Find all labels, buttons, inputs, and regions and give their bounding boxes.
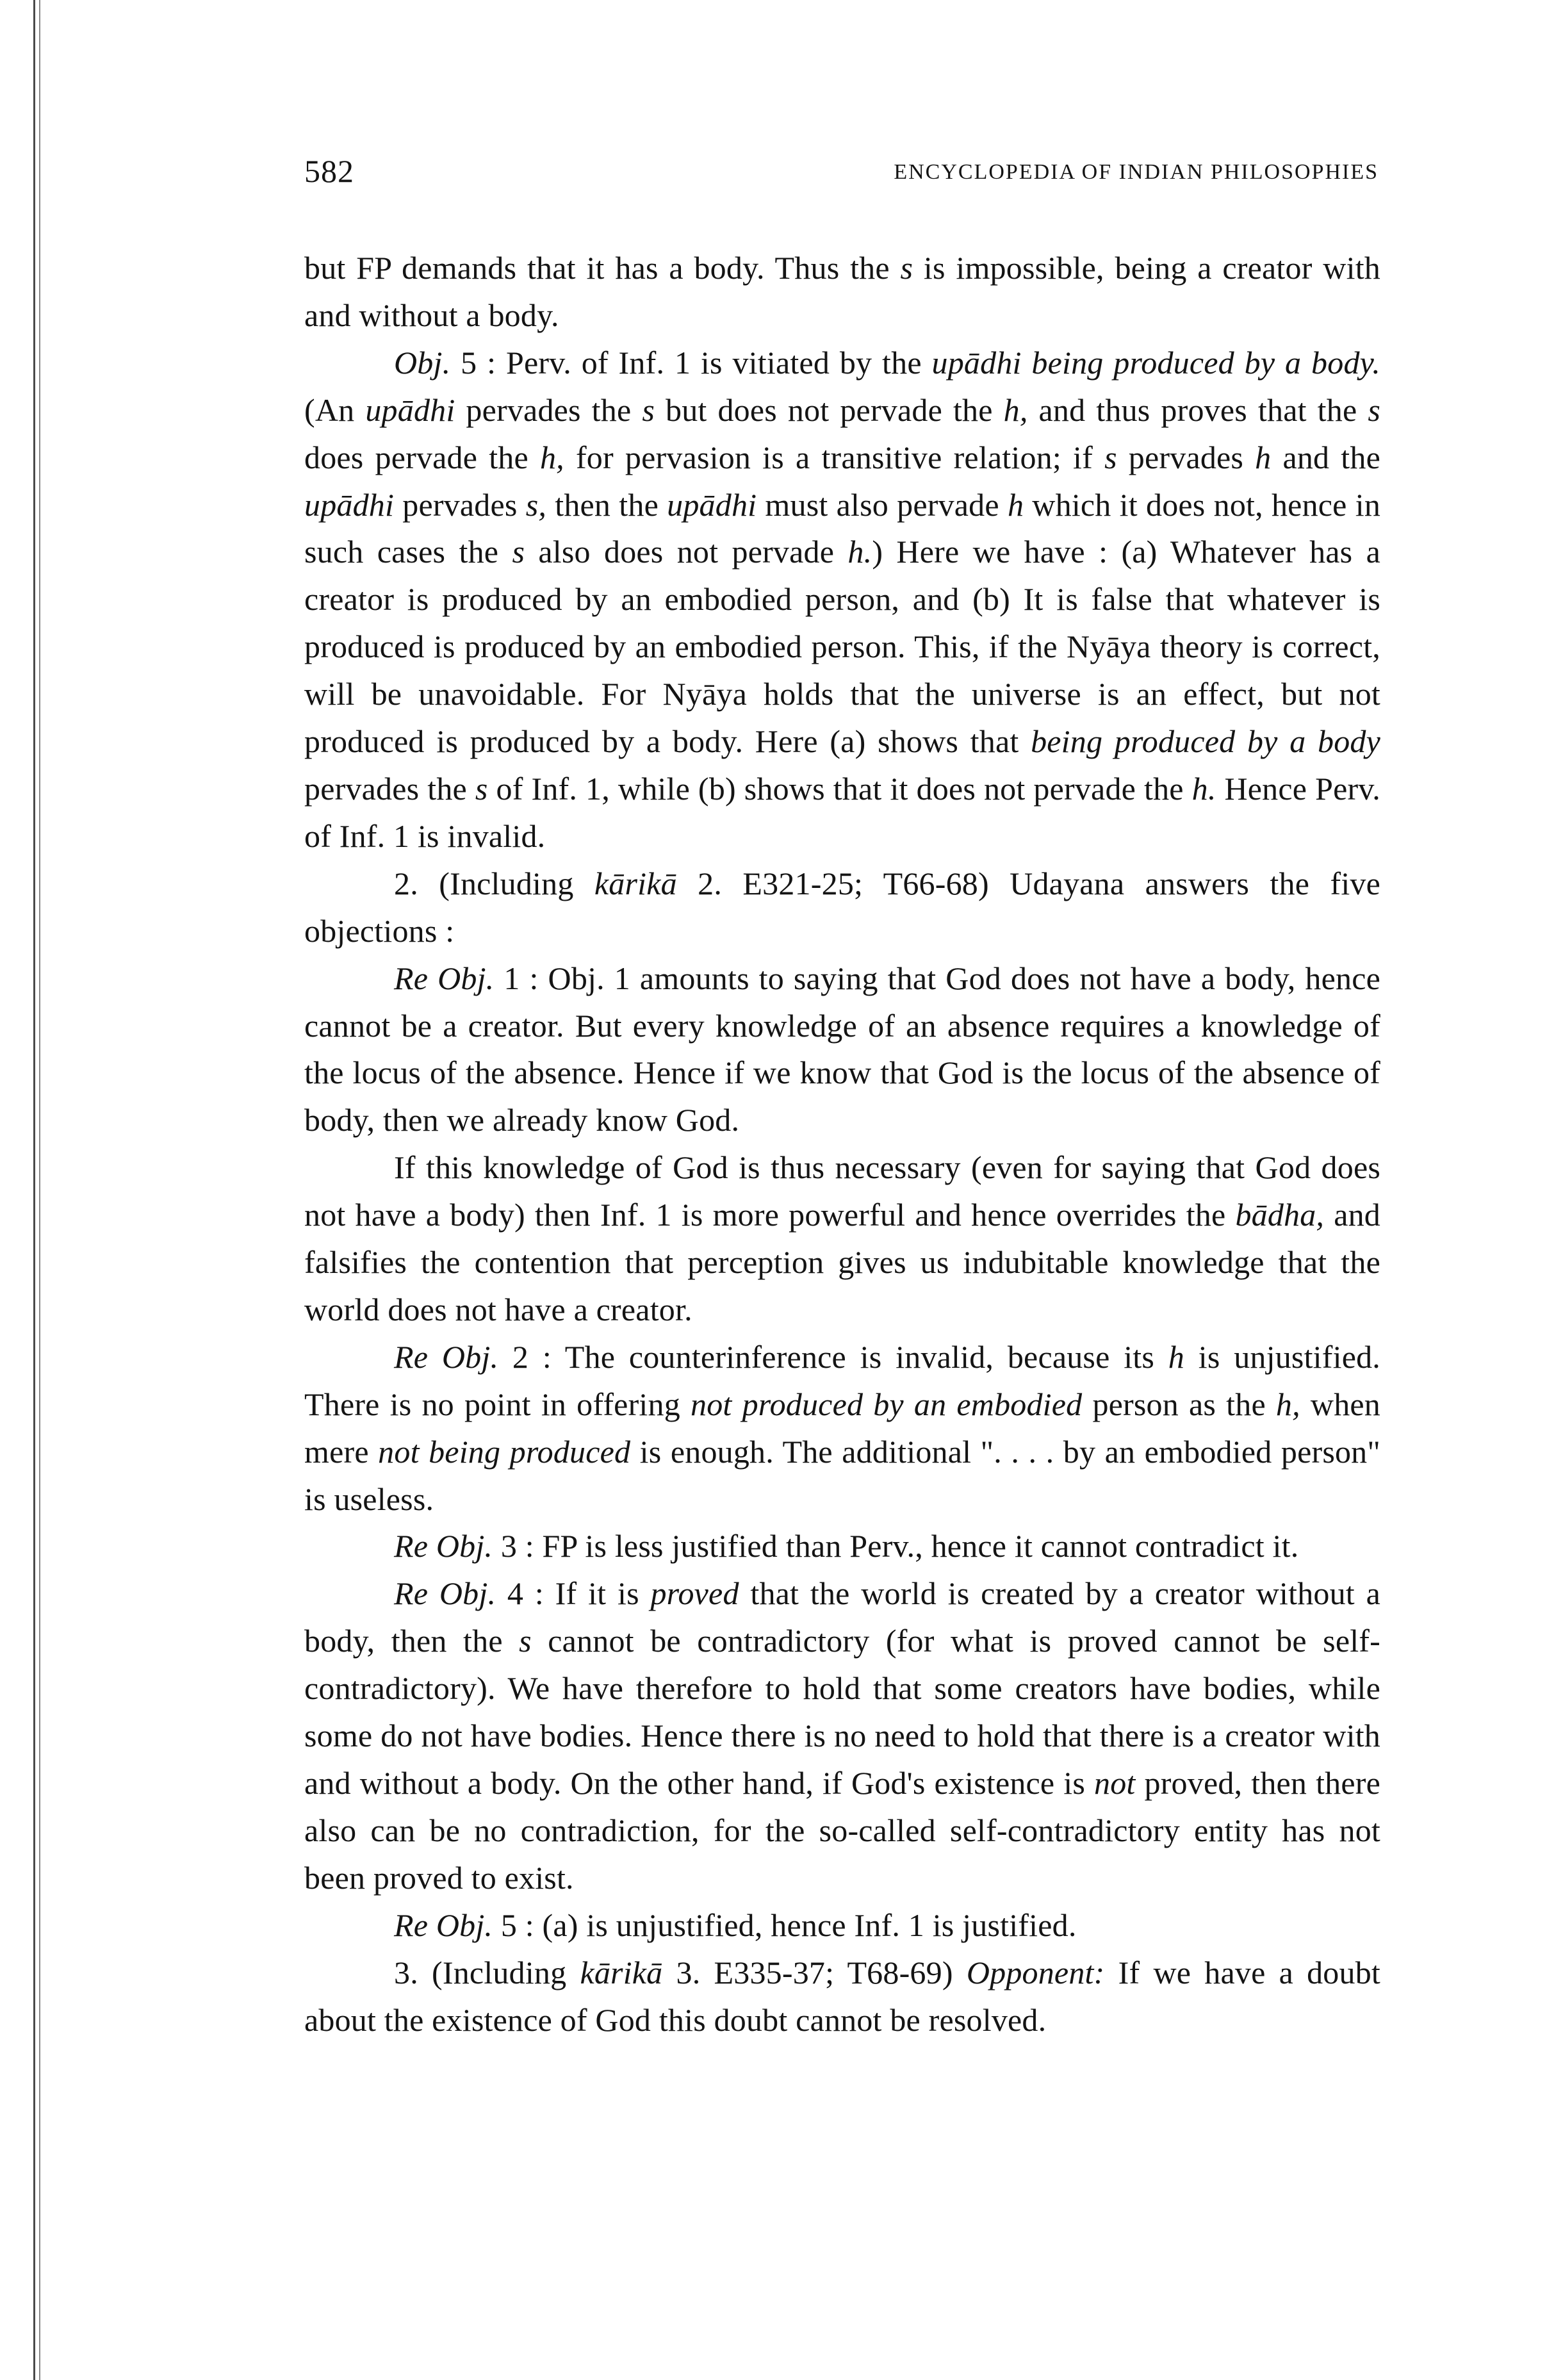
text-run: pervades xyxy=(1117,439,1256,475)
text-run: (An xyxy=(304,391,366,428)
text-run: 2. E321-25; T66-68) Udayana answers the five objections : xyxy=(304,865,1380,949)
paragraph xyxy=(304,955,1380,1145)
page-number: 582 xyxy=(304,153,354,189)
italic-term: not produced by an embodied xyxy=(691,1386,1083,1422)
body-text xyxy=(304,245,1380,2044)
paragraph xyxy=(304,860,1380,955)
italic-term: s xyxy=(900,250,913,286)
italic-term: h. xyxy=(847,534,872,570)
text-run: 4 : If it is xyxy=(496,1575,651,1612)
running-header-title: ENCYCLOPEDIA OF INDIAN PHILOSOPHIES xyxy=(894,160,1379,184)
text-run: is impossible, being a creator with and without a body. xyxy=(304,250,1380,333)
italic-term: s xyxy=(1368,391,1380,428)
text-run: 3 : FP is less justified than Perv., hence it cannot contradict it. xyxy=(493,1528,1299,1564)
paragraph xyxy=(304,1523,1380,1570)
italic-term: h. xyxy=(1191,770,1216,807)
text-run: 3. E335-37; T68-69) xyxy=(662,1954,967,1990)
italic-term: not xyxy=(1094,1765,1136,1801)
binding-edge-line xyxy=(33,0,35,2380)
text-run: If we have a doubt about the existence of God this doubt cannot be resolved. xyxy=(304,1954,1380,2038)
italic-term: h xyxy=(1168,1338,1184,1375)
paragraph xyxy=(304,1570,1380,1901)
text-run: cannot be contradictory (for what is proved cannot be self-contradictory). We have therefore to hold that some creators have bodies, while some do not have bodies. Hence there is no need to hold that there is a creator with and without a body. On the other hand, if God's existence is xyxy=(304,1623,1381,1801)
italic-term: Re Obj. xyxy=(394,1338,499,1375)
paragraph xyxy=(304,245,1380,340)
italic-term: kārikā xyxy=(594,865,677,901)
italic-term: h, xyxy=(1003,391,1028,428)
italic-term: Re Obj. xyxy=(394,960,495,996)
text-run: person as the xyxy=(1082,1386,1276,1422)
italic-term: Obj. xyxy=(394,344,451,381)
italic-term: h xyxy=(1255,439,1272,475)
text-run: 1 : Obj. 1 amounts to saying that God does not have a body, hence cannot be a creator. But every knowledge of an absence requires a knowledge of the locus of the absence. Hence if we know that God is the locus of the absence of body, then we already know God. xyxy=(304,960,1381,1138)
italic-term: h, xyxy=(1275,1386,1300,1422)
text-run: of Inf. 1, while (b) shows that it does not pervade the xyxy=(487,770,1192,807)
text-run: but FP demands that it has a body. Thus the xyxy=(304,250,901,286)
italic-term: upādhi xyxy=(304,486,395,523)
text-run: is enough. The additional ". . . . by an embodied person" is useless. xyxy=(304,1433,1380,1517)
paragraph xyxy=(304,1902,1380,1949)
italic-term: bādha, xyxy=(1235,1197,1325,1233)
text-run: proved, then there also can be no contradiction, for the so-called self-contradictory entity has not been proved to exist. xyxy=(304,1765,1381,1896)
text-run: and thus proves that the xyxy=(1027,391,1368,428)
italic-term: s xyxy=(475,770,488,807)
text-run: is unjustified. There is no point in offering xyxy=(304,1338,1380,1422)
text-run: and falsifies the contention that perception gives us indubitable knowledge that the world does not have a creator. xyxy=(304,1197,1380,1327)
text-run: for pervasion is a transitive relation; if xyxy=(564,439,1105,475)
italic-term: upādhi xyxy=(365,391,455,428)
text-run: Hence Perv. of Inf. 1 is invalid. xyxy=(304,770,1381,854)
italic-term: s, xyxy=(525,486,547,523)
text-run: ) Here we have : (a) Whatever has a creator is produced by an embodied person, and (b) It is false that whatever is produced is produced by an embodied person. This, if the Nyāya theory is correct, will be unavoidable. For Nyāya holds that the universe is an effect, but not produced is produced by a body. Here (a) shows that xyxy=(304,534,1380,760)
italic-term: proved xyxy=(650,1575,739,1612)
text-run: which it does not, hence in such cases the xyxy=(304,486,1381,570)
text-run: 2 : The counterinference is invalid, because its xyxy=(498,1338,1168,1375)
italic-term: Opponent: xyxy=(966,1954,1105,1990)
text-run: but does not pervade the xyxy=(655,391,1004,428)
italic-term: s xyxy=(512,534,525,570)
text-run: pervades the xyxy=(304,770,475,807)
text-run: when mere xyxy=(304,1386,1381,1470)
text-run: does pervade the xyxy=(304,439,540,475)
italic-term: s xyxy=(642,391,655,428)
text-run: 3. (Including xyxy=(394,1954,580,1990)
italic-term: Re Obj. xyxy=(394,1907,493,1943)
italic-term: kārikā xyxy=(580,1954,663,1990)
italic-term: Re Obj. xyxy=(394,1575,496,1612)
text-run: pervades the xyxy=(455,391,642,428)
italic-term: s xyxy=(1104,439,1117,475)
text-run: must also pervade xyxy=(757,486,1008,523)
text-run: then the xyxy=(546,486,667,523)
text-run: and the xyxy=(1271,439,1380,475)
text-run: 5 : Perv. of Inf. 1 is vitiated by the xyxy=(450,344,932,381)
paragraph xyxy=(304,340,1380,860)
text-run: that the world is created by a creator without a body, then the xyxy=(304,1575,1380,1659)
italic-term: upādhi being produced by a body. xyxy=(931,344,1380,381)
italic-term: Re Obj. xyxy=(394,1528,493,1564)
text-run: If this knowledge of God is thus necessary (even for saying that God does not have a body) then Inf. 1 is more powerful and hence overrides the xyxy=(304,1149,1380,1233)
italic-term: h xyxy=(1007,486,1024,523)
italic-term: being produced by a body xyxy=(1031,723,1380,760)
italic-term: s xyxy=(519,1623,532,1659)
italic-term: h, xyxy=(539,439,564,475)
italic-term: not being produced xyxy=(378,1433,631,1470)
text-run: 2. (Including xyxy=(394,865,594,901)
binding-edge-line-inner xyxy=(39,0,40,2380)
paragraph xyxy=(304,1334,1380,1523)
text-run: also does not pervade xyxy=(525,534,848,570)
text-run: 5 : (a) is unjustified, hence Inf. 1 is justified. xyxy=(493,1907,1077,1943)
paragraph xyxy=(304,1949,1380,2044)
text-run: pervades xyxy=(394,486,526,523)
italic-term: upādhi xyxy=(667,486,757,523)
paragraph xyxy=(304,1144,1380,1334)
